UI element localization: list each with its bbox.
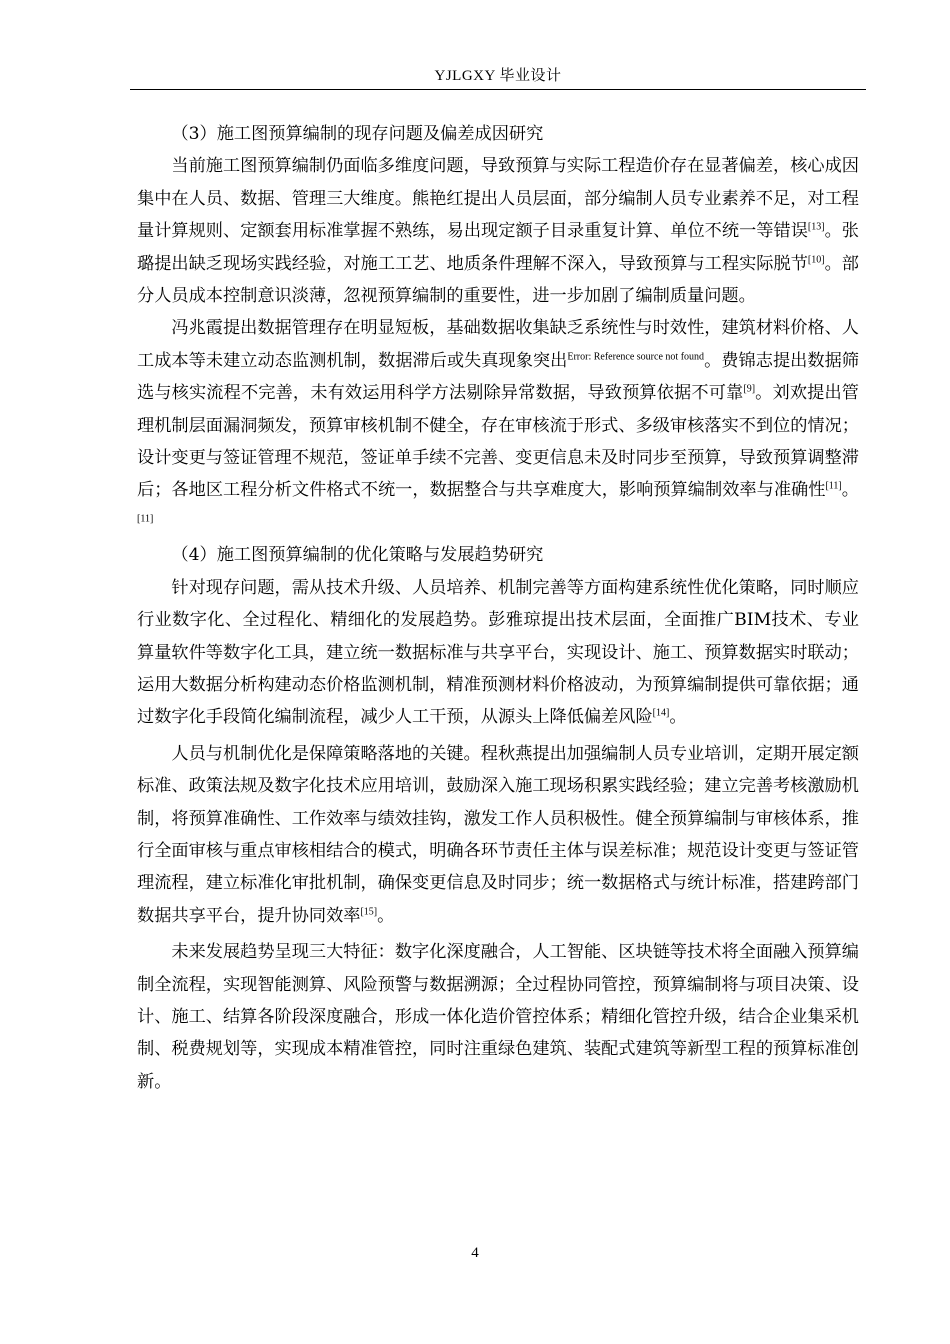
page-number: 4 xyxy=(471,1245,479,1261)
citation-ref: [9] xyxy=(743,383,756,395)
citation-ref: [15] xyxy=(360,906,378,918)
citation-ref: [13] xyxy=(807,221,825,233)
section-heading: （3）施工图预算编制的现存问题及偏差成因研究 xyxy=(171,124,544,144)
paragraph-text: 。部分人员成本控制意识淡薄，忽视预算编制的重要性，进一步加剧了编制质量问题。 xyxy=(137,253,859,307)
header-divider xyxy=(130,89,866,90)
section-heading: （4）施工图预算编制的优化策略与发展趋势研究 xyxy=(171,545,544,566)
paragraph-text: 。 xyxy=(669,707,687,728)
paragraph-text: 针对现存问题，需从技术升级、人员培养、机制完善等方面构建系统性优化策略，同时顺应行业数字化、全过程化、精细化的发展趋势。彭雅琼提出技术层面，全面推广BIM技术、专业算量软件等数字化工具，建立统一数据标准与共享平台，实现设计、施工、预算数据实时联动；运用大数据分析构建动态价格监测机制，精准预测材料价格波动，为预算编制提供可靠依据；通过数字化手段简化编制流程，减少人工干预，从源头上降低偏差风险 xyxy=(137,577,859,728)
paragraph-text: 当前施工图预算编制仍面临多维度问题，导致预算与实际工程造价存在显著偏差，核心成因集中在人员、数据、管理三大维度。熊艳红提出人员层面，部分编制人员专业素养不足，对工程量计算规则、定额套用标准掌握不熟练，易出现定额子目录重复计算、单位不统一等错误 xyxy=(137,156,859,242)
paragraph xyxy=(137,936,859,1098)
paragraph-text: 。刘欢提出管理机制层面漏洞频发，预算审核机制不健全，存在审核流于形式、多级审核落实不到位的情况；设计变更与签证管理不规范，签证单手续不完善、变更信息未及时同步至预算，导致预算调整滞后；各地区工程分析文件格式不统一，数据整合与共享难度大，影响预算编制效率与准确性 xyxy=(137,383,859,501)
paragraph-text: 人员与机制优化是保障策略落地的关键。程秋燕提出加强编制人员专业培训，定期开展定额标准、政策法规及数字化技术应用培训，鼓励深入施工现场积累实践经验；建立完善考核激励机制，将预算准确性、工作效率与绩效挂钩，激发工作人员积极性。健全预算编制与审核体系，推行全面审核与重点审核相结合的模式，明确各环节责任主体与误差标准；规范设计变更与签证管理流程，建立标准化审批机制，确保变更信息及时同步；统一数据格式与统计标准，搭建跨部门数据共享平台，提升协同效率 xyxy=(137,743,859,926)
paragraph xyxy=(137,150,859,312)
citation-ref: [10] xyxy=(807,253,825,265)
paragraph-text: 。费锦志提出数据筛选与核实流程不完善，未有效运用科学方法剔除异常数据，导致预算依据不可靠 xyxy=(137,350,859,404)
document-body xyxy=(137,118,859,1098)
paragraph xyxy=(137,312,859,539)
citation-ref: [11] xyxy=(825,480,842,492)
paragraph-text: 。 xyxy=(377,905,395,926)
paragraph-text: 冯兆霞提出数据管理存在明显短板，基础数据收集缺乏系统性与时效性，建筑材料价格、人工成本等未建立动态监测机制，数据滞后或失真现象突出 xyxy=(137,318,859,371)
paragraph xyxy=(137,738,859,932)
citation-ref: [11] xyxy=(137,513,154,525)
paragraph-text: 。张璐提出缺乏现场实践经验，对施工工艺、地质条件理解不深入，导致预算与工程实际脱节 xyxy=(137,221,859,274)
page-header: YJLGXY 毕业设计 xyxy=(434,68,562,84)
paragraph-text: 未来发展趋势呈现三大特征：数字化深度融合，人工智能、区块链等技术将全面融入预算编制全流程，实现智能测算、风险预警与数据溯源；全过程协同管控，预算编制将与项目决策、设计、施工、结算各阶段深度融合，形成一体化造价管控体系；精细化管控升级，结合企业集采机制、税费规划等，实现成本精准管控，同时注重绿色建筑、装配式建筑等新型工程的预算标准创新。 xyxy=(137,942,859,1092)
paragraph xyxy=(137,572,859,734)
paragraph-text: 。 xyxy=(841,480,859,501)
citation-ref: [14] xyxy=(652,707,670,719)
reference-error: Error: Reference source not found xyxy=(567,351,705,363)
